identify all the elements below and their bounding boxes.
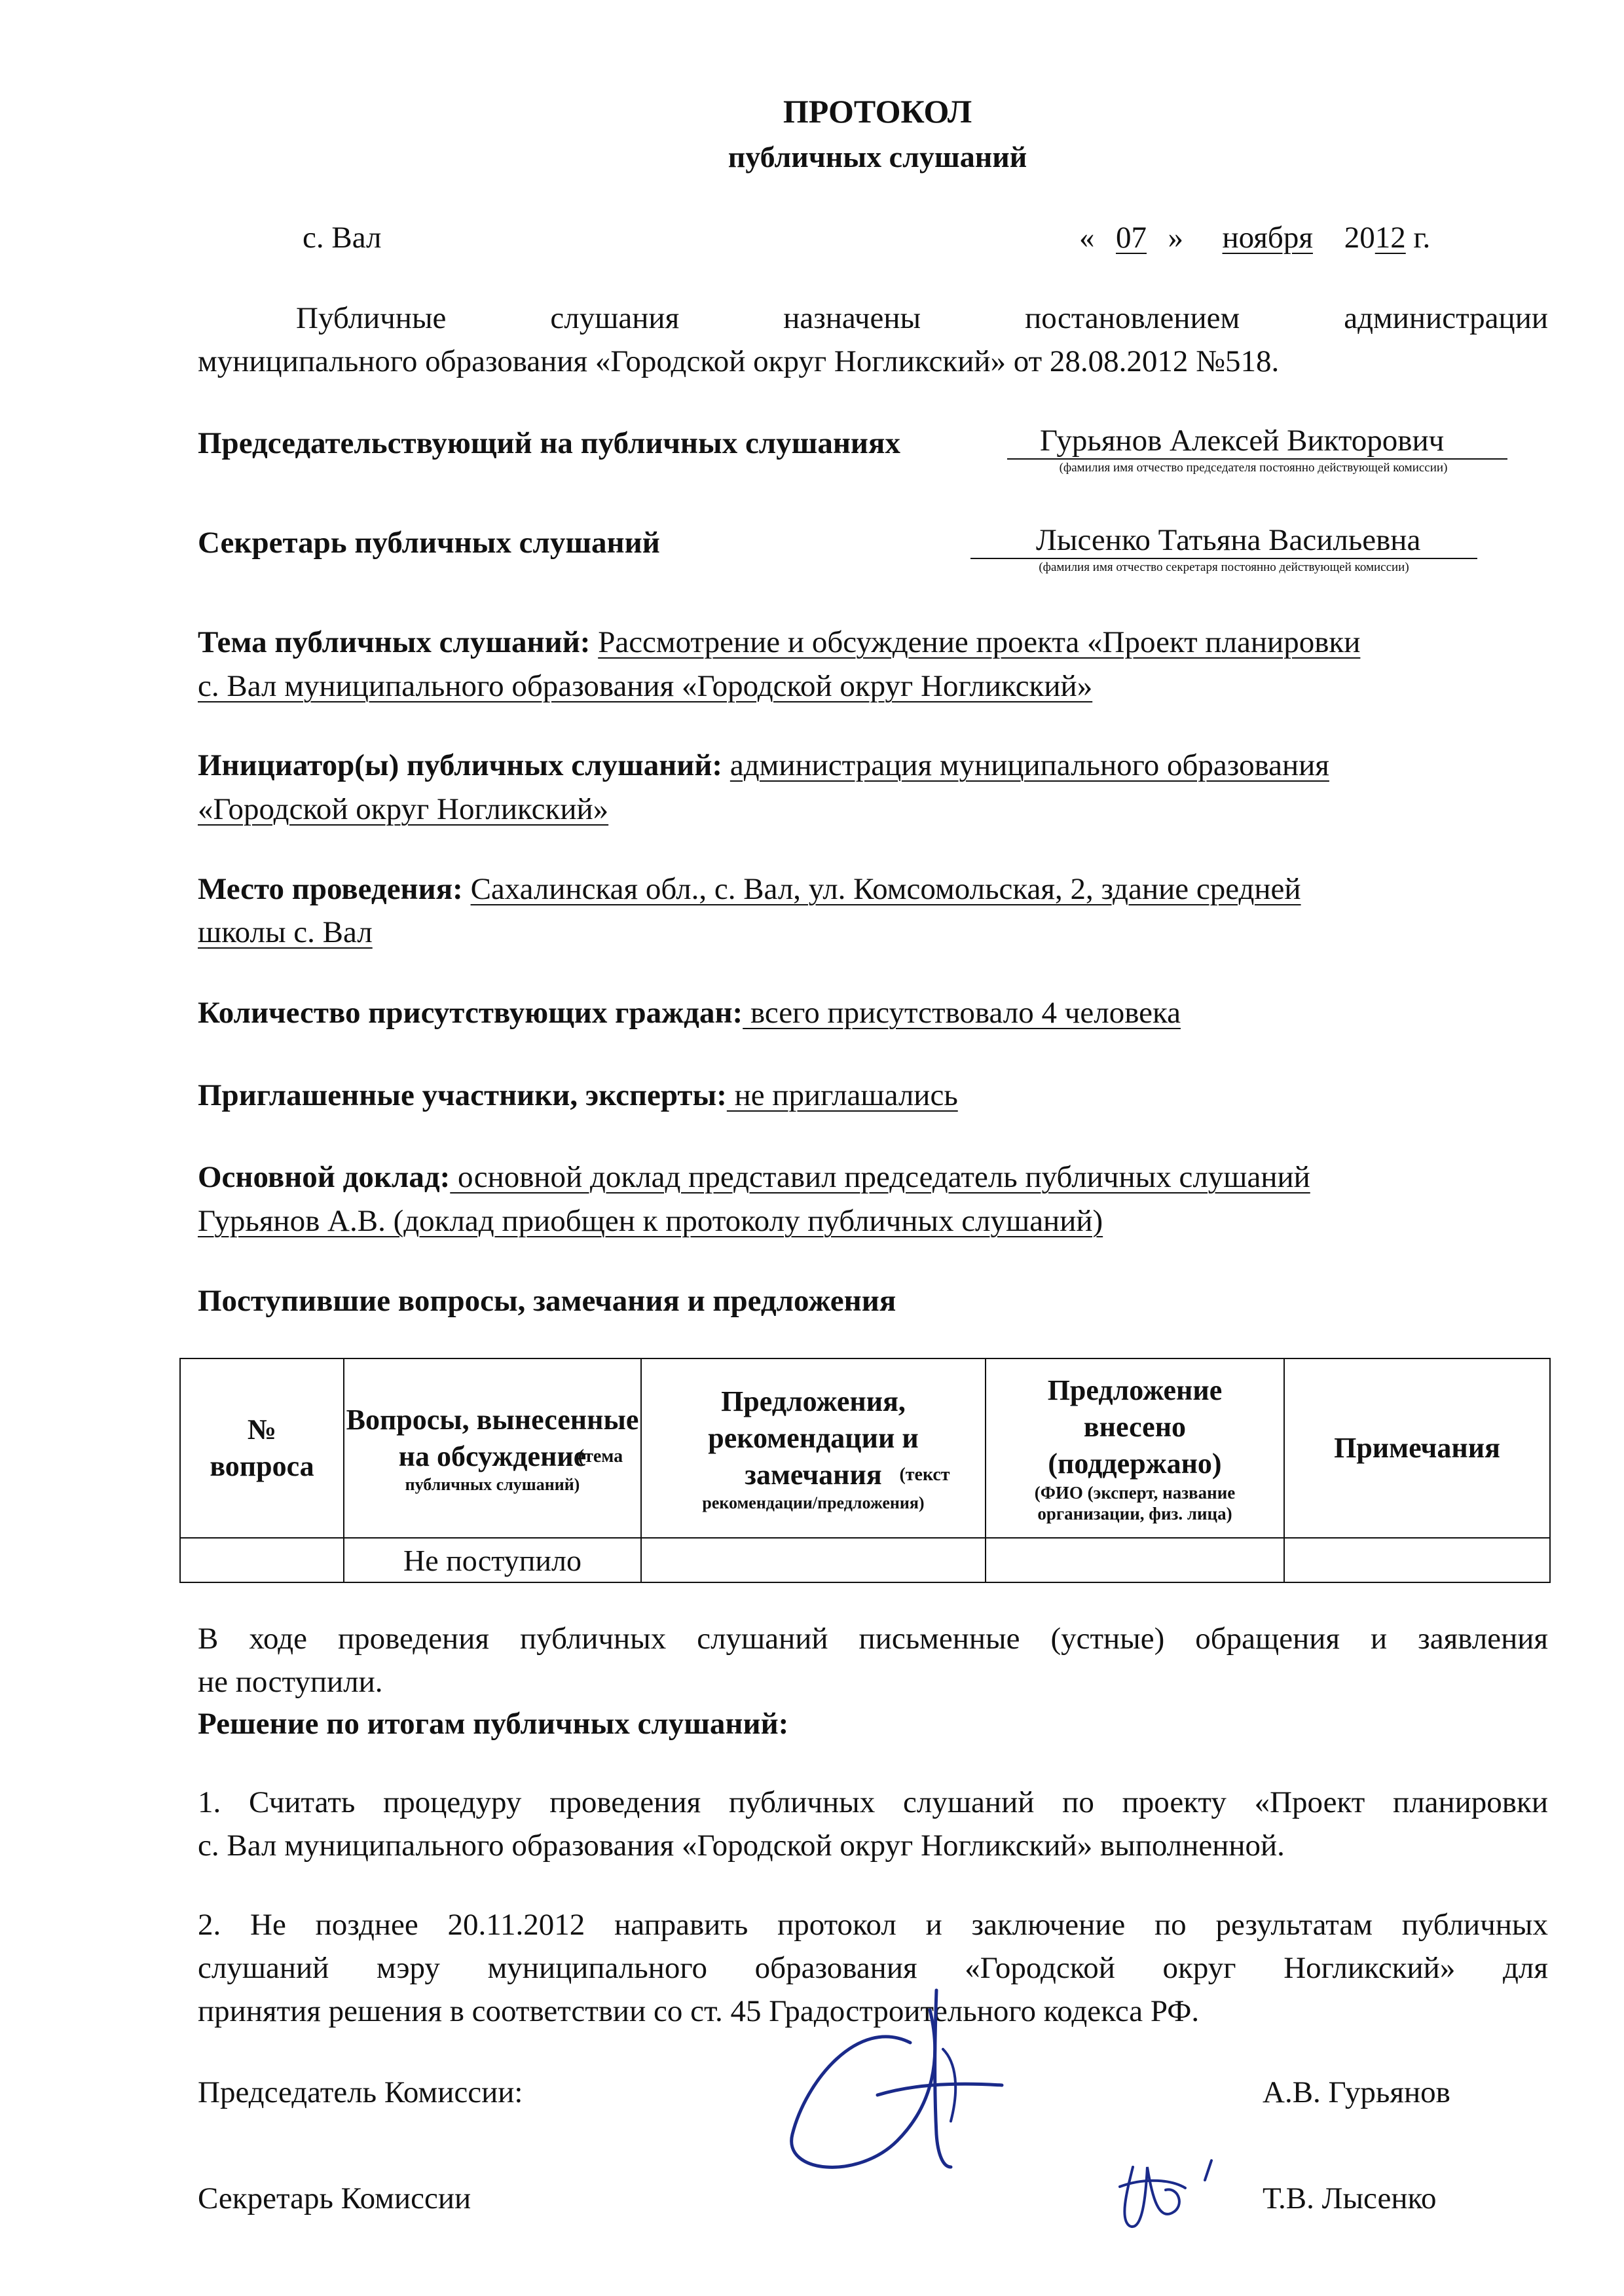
- th-proposals: Предложения, рекомендации и замечания (текст рекомендации/предложения): [641, 1358, 986, 1538]
- questions-heading: Поступившие вопросы, замечания и предложения: [198, 1284, 896, 1318]
- document-subtitle: публичных слушаний: [728, 140, 1027, 173]
- chair-underline: [1007, 458, 1507, 460]
- date-year-unit: г.: [1413, 221, 1431, 255]
- topic-line-1: [198, 621, 1360, 664]
- th-author: Предложение внесено (поддержано) (ФИО (эксперт, название организации, физ. лица): [986, 1358, 1284, 1538]
- cell-note: [1284, 1538, 1550, 1582]
- intro-line-1: Публичные слушания назначены постановлением администрации: [296, 301, 1548, 335]
- report-value-2: Гурьянов А.В. (доклад приобщен к протоколу публичных слушаний): [198, 1204, 1103, 1238]
- secretary-signature-image: [1107, 2141, 1238, 2239]
- cell-num: [180, 1538, 344, 1582]
- cell-question: Не поступило: [344, 1538, 641, 1582]
- table-header-row: [180, 1358, 1550, 1538]
- secretary-label: Секретарь публичных слушаний: [198, 526, 660, 560]
- secretary-sign-name: Т.В. Лысенко: [1263, 2181, 1437, 2215]
- chair-caption: (фамилия имя отчество председателя постоянно действующей комиссии): [1059, 461, 1448, 475]
- initiator-label: Инициатор(ы) публичных слушаний:: [198, 748, 723, 782]
- venue-value-2: школы с. Вал: [198, 915, 373, 949]
- chair-name: Гурьянов Алексей Викторович: [1040, 424, 1445, 458]
- decision-1-line-2: с. Вал муниципального образования «Городской округ Ногликский» выполненной.: [198, 1829, 1285, 1863]
- date-day: 07: [1116, 221, 1147, 255]
- topic-value-1: Рассмотрение и обсуждение проекта «Проект планировки: [598, 625, 1361, 659]
- invited-line: [198, 1074, 958, 1117]
- after-table-line-1: В ходе проведения публичных слушаний письменные (устные) обращения и заявления: [198, 1622, 1548, 1656]
- decision-2-line-3: принятия решения в соответствии со ст. 45 Градостроительного кодекса РФ.: [198, 1994, 1200, 2028]
- decision-2-line-1: 2. Не позднее 20.11.2012 направить протокол и заключение по результатам публичных: [198, 1908, 1548, 1942]
- secretary-name: Лысенко Татьяна Васильевна: [1036, 523, 1421, 557]
- report-line-1: [198, 1156, 1310, 1199]
- chair-label: Председательствующий на публичных слушаниях: [198, 426, 900, 460]
- th-notes: Примечания: [1284, 1358, 1550, 1538]
- date-month: ноября: [1222, 221, 1313, 255]
- secretary-sign-label: Секретарь Комиссии: [198, 2181, 471, 2215]
- venue-line-1: [198, 867, 1301, 911]
- date-close-quote: »: [1168, 221, 1183, 255]
- initiator-value-2: «Городской округ Ногликский»: [198, 792, 609, 826]
- document-title: ПРОТОКОЛ: [783, 93, 972, 130]
- cell-proposal: [641, 1538, 986, 1582]
- invited-label: Приглашенные участники, эксперты:: [198, 1078, 727, 1112]
- chair-sign-name: А.В. Гурьянов: [1263, 2075, 1450, 2109]
- table-row: [180, 1538, 1550, 1582]
- date-year-prefix: 20: [1344, 221, 1375, 255]
- th-number: № вопроса: [180, 1358, 344, 1538]
- topic-value-2: с. Вал муниципального образования «Городской округ Ногликский»: [198, 669, 1093, 703]
- cell-author: [986, 1538, 1284, 1582]
- date-open-quote: «: [1079, 221, 1095, 255]
- report-value-1: основной доклад представил председатель публичных слушаний: [450, 1160, 1310, 1194]
- secretary-caption: (фамилия имя отчество секретаря постоянно действующей комиссии): [1039, 560, 1409, 574]
- report-label: Основной доклад:: [198, 1160, 451, 1194]
- attendance-label: Количество присутствующих граждан:: [198, 996, 743, 1030]
- decision-1-line-1: 1. Считать процедуру проведения публичных слушаний по проекту «Проект планировки: [198, 1785, 1548, 1819]
- date: [1079, 216, 1430, 259]
- decision-heading: Решение по итогам публичных слушаний:: [198, 1707, 789, 1741]
- decision-2-line-2: слушаний мэру муниципального образования «Городской округ Ногликский» для: [198, 1951, 1548, 1985]
- initiator-line-1: [198, 744, 1329, 787]
- initiator-value-1: администрация муниципального образования: [729, 748, 1329, 782]
- venue-value-1: Сахалинская обл., с. Вал, ул. Комсомольская, 2, здание средней: [470, 872, 1301, 906]
- date-year-suffix: 12: [1375, 221, 1406, 255]
- chair-signature-image: [779, 1971, 1028, 2180]
- topic-label: Тема публичных слушаний:: [198, 625, 591, 659]
- secretary-underline: [970, 558, 1477, 559]
- th-questions: Вопросы, вынесенные на обсуждение (тема публичных слушаний): [344, 1358, 641, 1538]
- intro-line-2: муниципального образования «Городской округ Ногликский» от 28.08.2012 №518.: [198, 344, 1280, 378]
- venue-label: Место проведения:: [198, 872, 463, 906]
- after-table-line-2: не поступили.: [198, 1665, 383, 1699]
- chair-sign-label: Председатель Комиссии:: [198, 2075, 523, 2109]
- questions-table: [179, 1358, 1551, 1583]
- invited-value: не приглашались: [726, 1078, 958, 1112]
- attendance-value: всего присутствовало 4 человека: [743, 996, 1181, 1030]
- attendance-line: [198, 991, 1181, 1034]
- place: с. Вал: [303, 221, 382, 255]
